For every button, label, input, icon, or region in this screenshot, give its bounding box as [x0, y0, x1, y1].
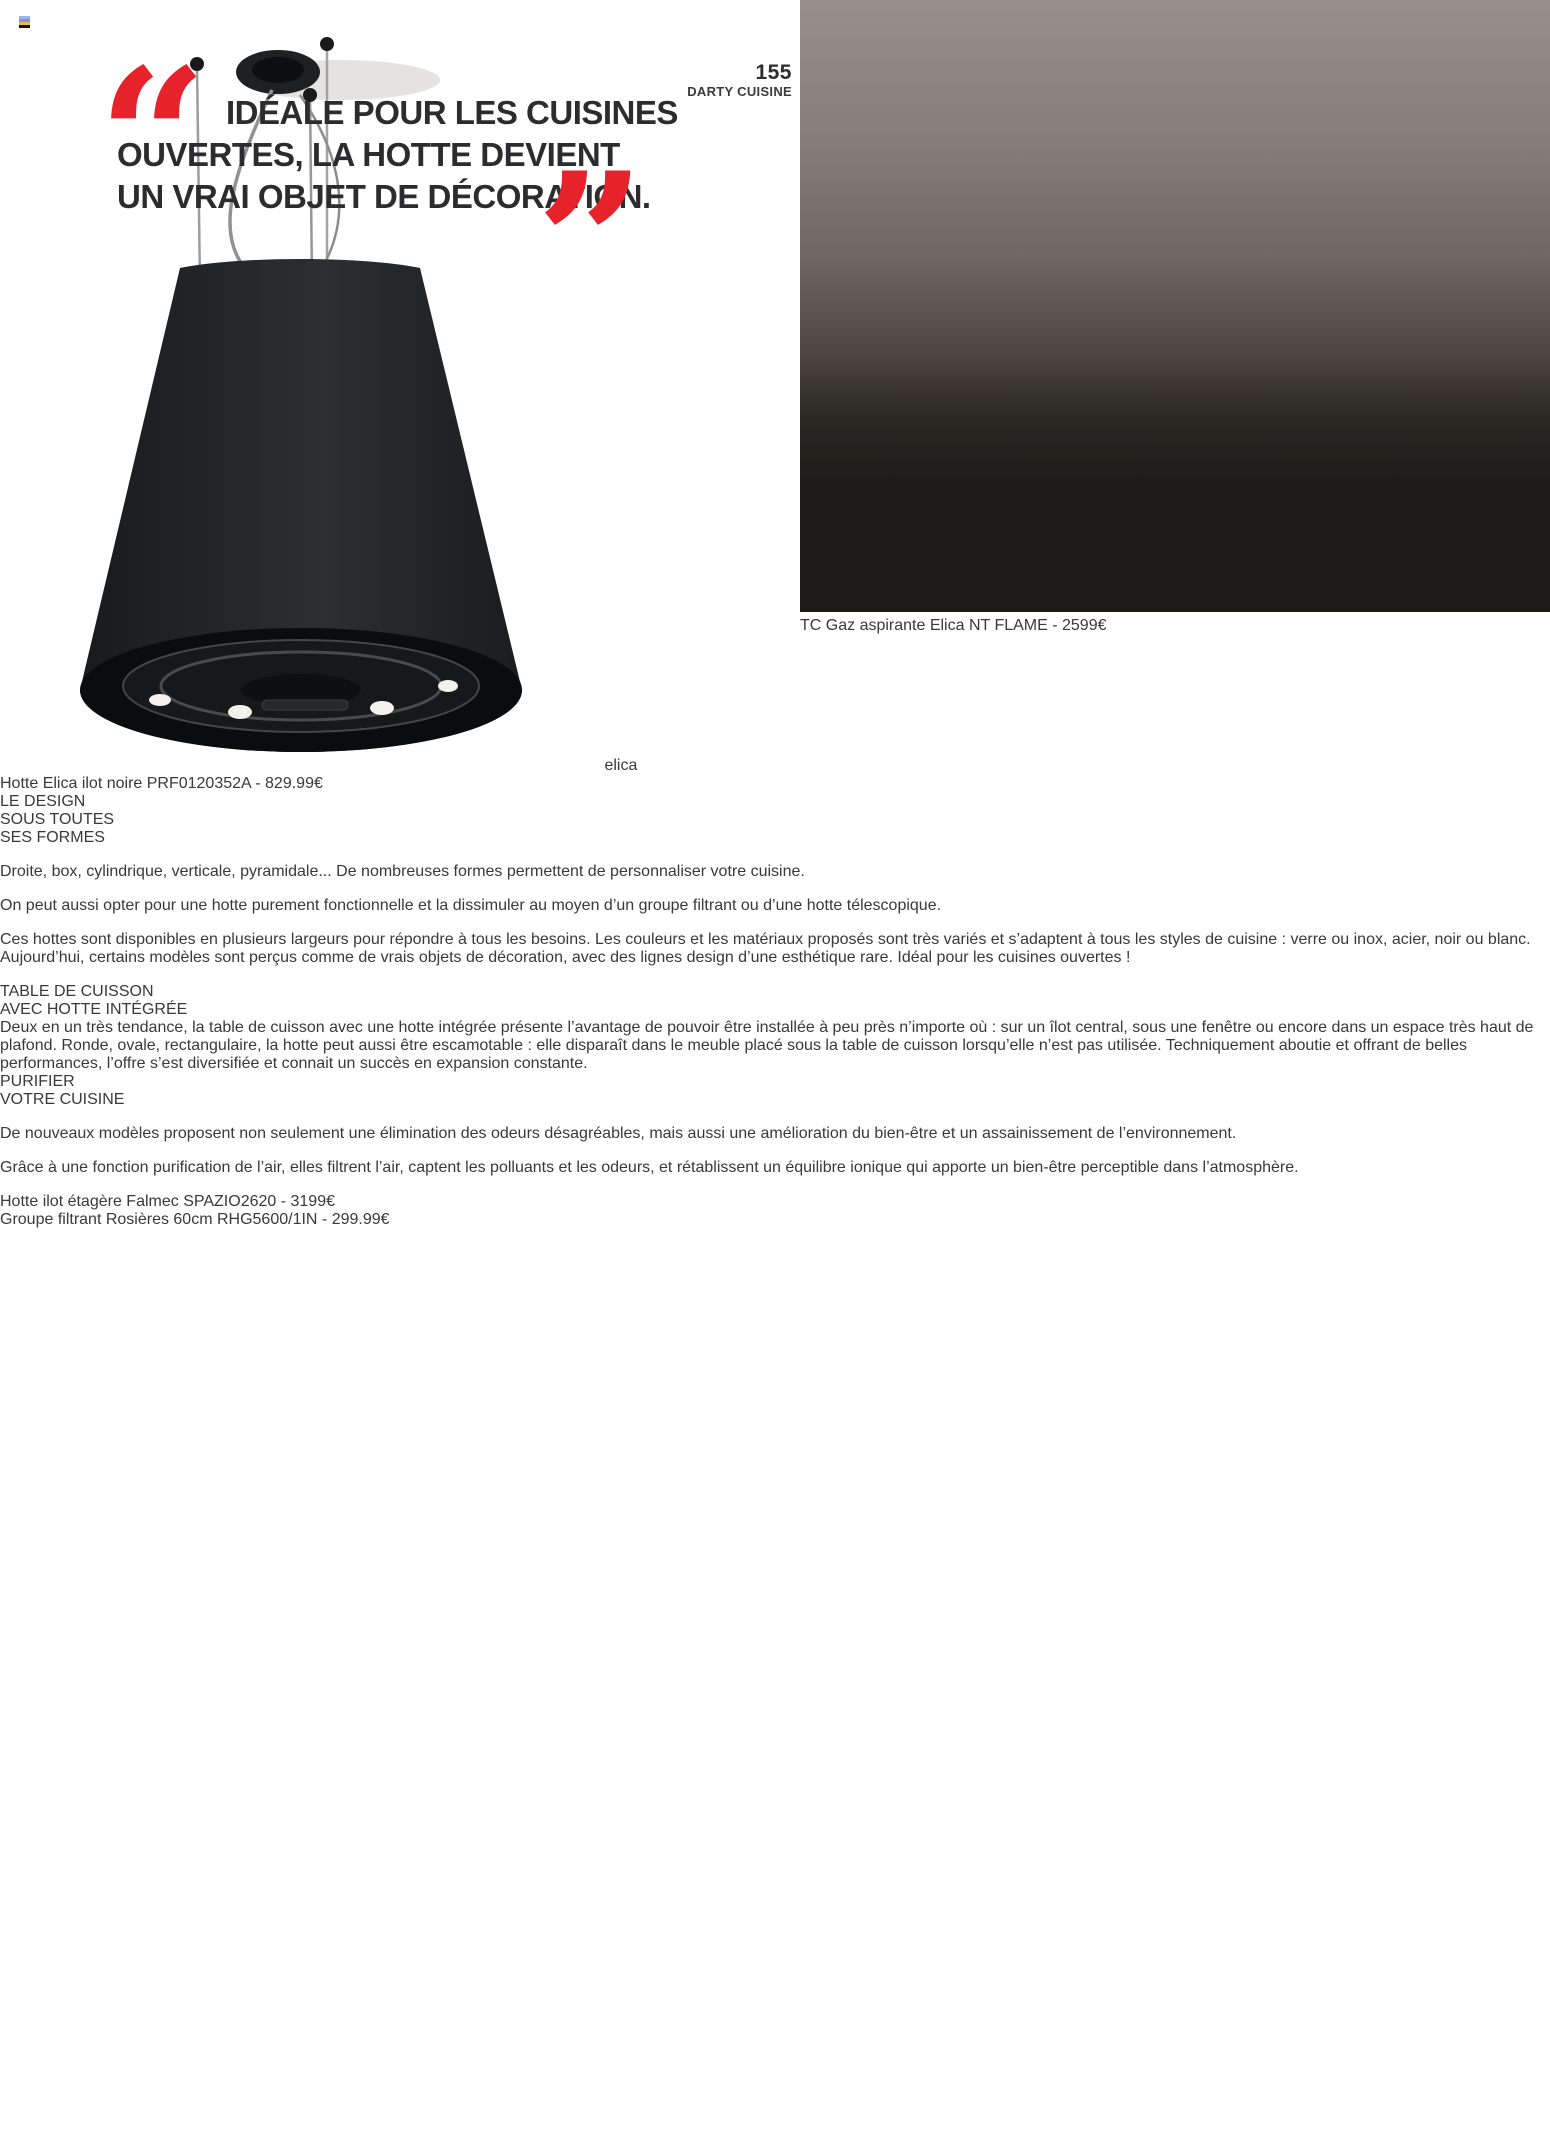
- design-paragraph-1: Droite, box, cylindrique, verticale, pyramidale... De nombreuses formes permettent de personnaliser votre cuisine.: [0, 863, 805, 880]
- design-paragraph-2: On peut aussi opter pour une hotte purement fonctionnelle et la dissimuler au moyen d’un groupe filtrant ou d’une hotte télescopique.: [0, 897, 942, 914]
- hood-light: [149, 694, 171, 706]
- close-quote-icon: ”: [536, 131, 646, 354]
- table-cuisson-paragraph: Deux en un très tendance, la table de cuisson avec une hotte intégrée présente l’avantage de pouvoir être installée à peu près n’importe où : sur un îlot central, sous une fenêtre ou encore dans un espace très haut de plafond. Ronde, ovale, rectangulaire, la hotte peut aussi être escamotable : elle disparaît dans le meuble placé sous la table de cuisson lorsqu’elle n’est pas utilisée. Techniquement aboutie et offrant de belles performances, l’offre s’est diversifiée et connait un succès en expansion constante.: [0, 1019, 1534, 1072]
- cooktop-photo: [800, 0, 1550, 634]
- open-quote-icon: “: [98, 27, 208, 250]
- heading-line: TABLE DE CUISSON: [0, 983, 154, 1000]
- elica-logo: elica: [604, 757, 638, 774]
- heading-line: LE DESIGN: [0, 793, 86, 810]
- print-registration-mark: [19, 16, 30, 29]
- photo-shelf-area: [800, 0, 1550, 88]
- heading-line: SES FORMES: [0, 829, 105, 846]
- heading-line: PURIFIER: [0, 1073, 75, 1090]
- page-number: 155: [755, 61, 792, 84]
- hood-light: [370, 701, 394, 715]
- quote-line-2: OUVERTES, LA HOTTE DEVIENT: [117, 136, 620, 173]
- design-paragraph-3: Ces hottes sont disponibles en plusieurs largeurs pour répondre à tous les besoins. Les couleurs et les matériaux proposés sont très variés et s’adaptent à tous les styles de cuisine : verre ou inox, acier, noir ou blanc. Aujourd’hui, certains modèles sont perçus comme de vrais objets de décoration, avec des lignes design d’une esthétique rare. Idéal pour les cuisines ouvertes !: [0, 931, 1531, 966]
- heading-line: SOUS TOUTES: [0, 811, 115, 828]
- photo-wall: [800, 0, 1550, 612]
- section-heading-design: [0, 793, 1550, 847]
- photo-caption: TC Gaz aspirante Elica NT FLAME - 2599€: [800, 617, 1107, 634]
- photo-caption: Hotte ilot étagère Falmec SPAZIO2620 - 3199€: [0, 1193, 335, 1210]
- heading-line: VOTRE CUISINE: [0, 1091, 125, 1108]
- ceiling-mount-ring: [252, 57, 304, 83]
- purifier-paragraph-2: Grâce à une fonction purification de l’air, elles filtrent l’air, captent les polluants et les odeurs, et rétablissent un équilibre ionique qui apporte un bien-être perceptible dans l’atmosphère.: [0, 1159, 1299, 1176]
- wire-anchor: [320, 37, 334, 51]
- section-table-cuisson: [0, 983, 1550, 1073]
- photo-caption: Hotte Elica ilot noire PRF0120352A - 829.99€: [0, 775, 323, 792]
- section-heading-table-cuisson: [0, 983, 1550, 1019]
- hood-light: [228, 705, 252, 719]
- hood-control-bar: [262, 700, 348, 710]
- heading-line: AVEC HOTTE INTÉGRÉE: [0, 1001, 188, 1018]
- purifier-paragraph-1: De nouveaux modèles proposent non seulement une élimination des odeurs désagréables, mais aussi une amélioration du bien-être et un assainissement de l’environnement.: [0, 1125, 1237, 1142]
- section-heading-purifier: [0, 1073, 1550, 1109]
- page-header: [687, 62, 792, 99]
- quote-line-3: UN VRAI OBJET DE DÉCORATION.: [117, 178, 651, 215]
- photo-caption: Groupe filtrant Rosières 60cm RHG5600/1IN - 299.99€: [0, 1211, 390, 1228]
- quote-line-1: IDÉALE POUR LES CUISINES: [226, 94, 678, 131]
- hood-light: [438, 680, 458, 692]
- brand-label: DARTY CUISINE: [687, 84, 792, 100]
